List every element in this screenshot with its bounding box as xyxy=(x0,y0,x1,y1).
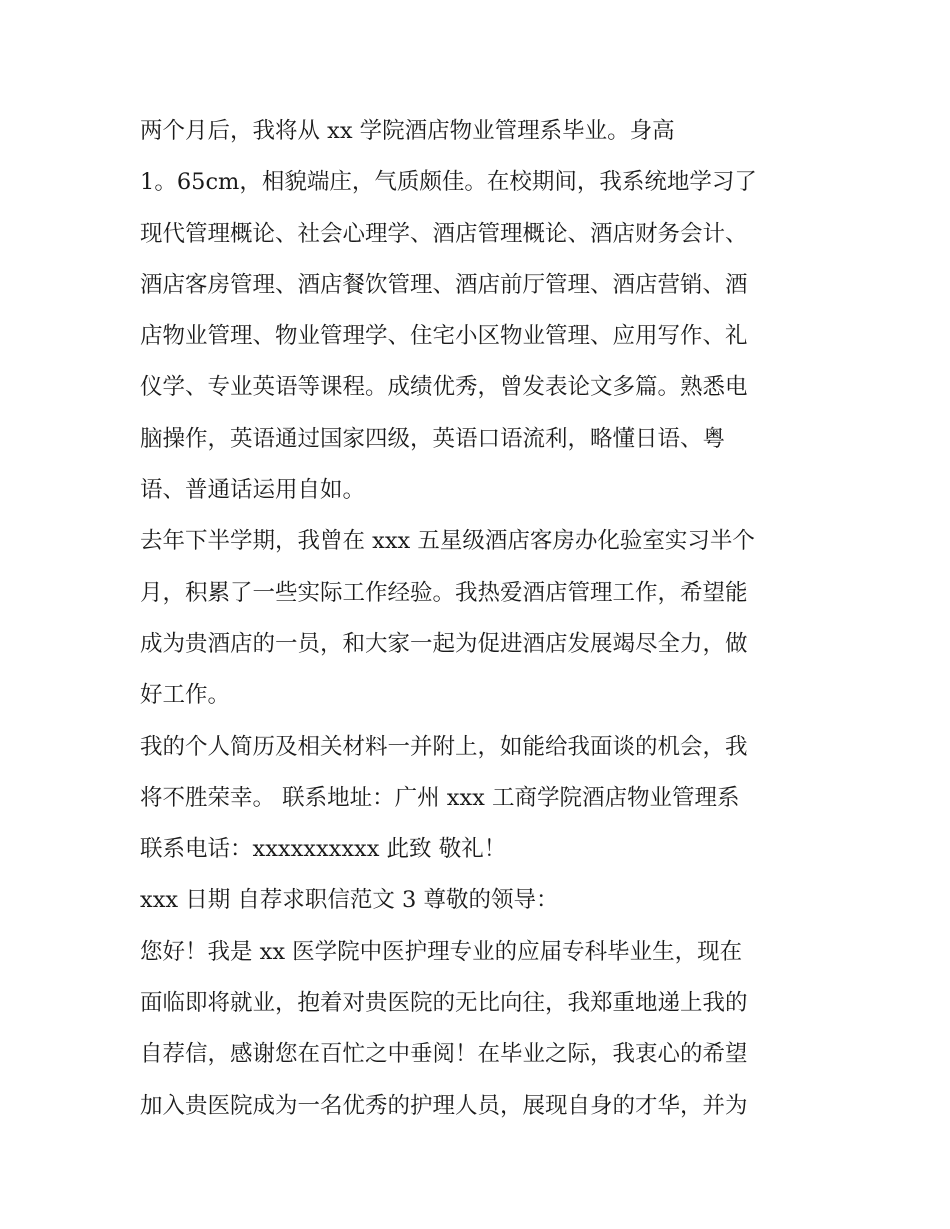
text-line: 脑操作，英语通过国家四级，英语口语流利，略懂日语、粤 xyxy=(140,425,726,452)
text-line: 将不胜荣幸。 联系地址：广州 xxx 工商学院酒店物业管理系 xyxy=(140,784,740,811)
text-line: 酒店客房管理、酒店餐饮管理、酒店前厅管理、酒店营销、酒 xyxy=(140,271,748,298)
text-line: 我的个人简历及相关材料一并附上，如能给我面谈的机会，我 xyxy=(140,733,748,760)
text-line: 面临即将就业，抱着对贵医院的无比向往，我郑重地递上我的 xyxy=(140,990,748,1017)
text-line: 好工作。 xyxy=(140,682,231,709)
text-line: 1。65cm，相貌端庄，气质颇佳。在校期间，我系统地学习了 xyxy=(140,169,757,196)
text-line: 现代管理概论、社会心理学、酒店管理概论、酒店财务会计、 xyxy=(140,220,748,247)
text-line: 加入贵医院成为一名优秀的护理人员，展现自身的才华，并为 xyxy=(140,1092,748,1119)
text-line: xxx 日期 自荐求职信范文 3 尊敬的领导： xyxy=(140,887,559,914)
text-line: 成为贵酒店的一员，和大家一起为促进酒店发展竭尽全力，做 xyxy=(140,630,748,657)
text-line: 语、普通话运用自如。 xyxy=(140,477,366,504)
document-body xyxy=(140,106,820,1132)
text-line: 联系电话：xxxxxxxxxx 此致 敬礼！ xyxy=(140,836,507,863)
text-line: 去年下半学期，我曾在 xxx 五星级酒店客房办化验室实习半个 xyxy=(140,528,755,555)
text-line: 月，积累了一些实际工作经验。我热爱酒店管理工作，希望能 xyxy=(140,579,748,606)
text-line: 两个月后，我将从 xx 学院酒店物业管理系毕业。身高 xyxy=(140,118,675,144)
text-line: 店物业管理、物业管理学、住宅小区物业管理、应用写作、礼 xyxy=(140,323,748,350)
text-line: 仪学、专业英语等课程。成绩优秀，曾发表论文多篇。熟悉电 xyxy=(140,374,748,401)
text-line: 自荐信，感谢您在百忙之中垂阅！在毕业之际，我衷心的希望 xyxy=(140,1041,748,1068)
text-line: 您好！我是 xx 医学院中医护理专业的应届专科毕业生，现在 xyxy=(140,938,743,965)
